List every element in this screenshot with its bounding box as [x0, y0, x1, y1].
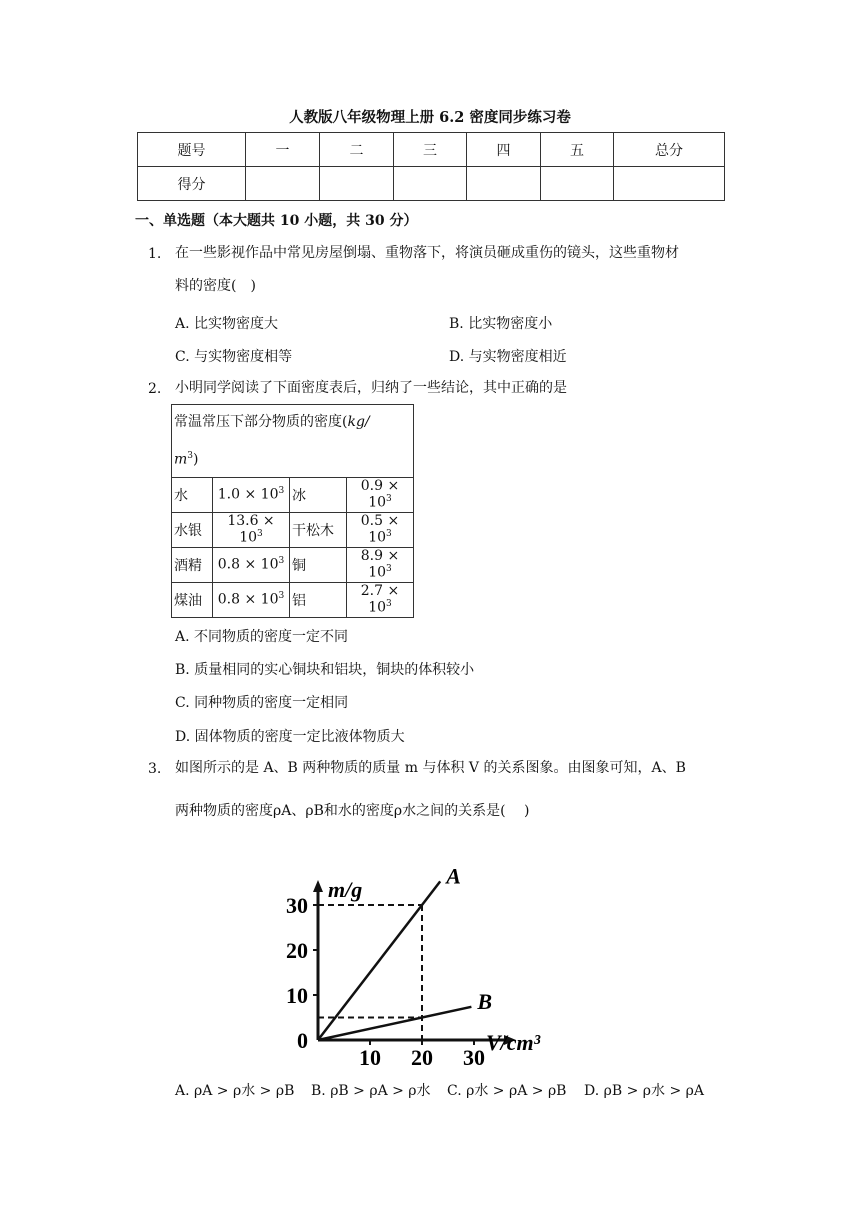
density-mantissa: 0.8 × 10	[217, 591, 279, 608]
score-cell[interactable]	[467, 167, 541, 201]
density-mantissa: 0.9 × 10	[360, 478, 400, 511]
substance-name: 水	[172, 477, 213, 512]
question-number: 3.	[148, 761, 162, 777]
option-d[interactable]: D. ρB > ρ水 > ρA	[584, 1083, 704, 1099]
x-tick-label: 20	[411, 1045, 433, 1070]
substance-name: 酒精	[172, 547, 213, 582]
series-label-a: A	[446, 863, 461, 889]
density-row	[172, 477, 414, 512]
y-axis-label: m/g	[328, 877, 363, 902]
score-table	[137, 132, 725, 201]
question-text: 两种物质的密度ρA、ρB和水的密度ρ水之间的关系是( )	[175, 803, 530, 819]
density-mantissa: 2.7 × 10	[360, 583, 400, 616]
density-row	[172, 512, 414, 547]
option-b[interactable]: B. 比实物密度小	[449, 316, 553, 332]
option-a[interactable]: A. 不同物质的密度一定不同	[175, 629, 349, 645]
density-mantissa: 1.0 × 10	[217, 486, 279, 503]
caption-unit: kg/	[347, 414, 370, 430]
score-cell[interactable]	[541, 167, 614, 201]
score-header-cell: 五	[541, 133, 614, 167]
option-b[interactable]: B. 质量相同的实心铜块和铝块，铜块的体积较小	[175, 662, 475, 678]
question-text: 小明同学阅读了下面密度表后，归纳了一些结论，其中正确的是	[175, 380, 567, 396]
density-value	[213, 582, 290, 617]
page-title: 人教版八年级物理上册 6.2 密度同步练习卷	[289, 109, 571, 126]
density-value	[347, 512, 414, 547]
density-exponent: 3	[257, 529, 263, 540]
score-header-cell: 总分	[614, 133, 725, 167]
score-cell[interactable]	[394, 167, 467, 201]
substance-name: 铜	[290, 547, 347, 582]
option-d[interactable]: D. 与实物密度相近	[449, 349, 567, 365]
x-axis-label: V/cm³	[486, 1030, 541, 1055]
score-header-cell: 一	[246, 133, 320, 167]
density-table	[171, 404, 414, 618]
density-mantissa: 13.6 × 10	[227, 513, 275, 546]
score-cell[interactable]	[614, 167, 725, 201]
caption-exponent: 3	[187, 451, 194, 461]
score-header-row	[138, 133, 725, 167]
density-mantissa: 8.9 × 10	[360, 548, 400, 581]
density-exponent: 3	[386, 529, 392, 540]
substance-name: 干松木	[290, 512, 347, 547]
y-tick-label: 10	[286, 983, 308, 1008]
option-c[interactable]: C. 与实物密度相等	[175, 349, 293, 365]
density-value	[213, 512, 290, 547]
score-row	[138, 167, 725, 201]
option-b[interactable]: B. ρB > ρA > ρ水	[311, 1083, 431, 1099]
x-tick-label: 10	[359, 1045, 381, 1070]
density-mantissa: 0.8 × 10	[217, 556, 279, 573]
score-header-cell: 二	[320, 133, 394, 167]
option-d[interactable]: D. 固体物质的密度一定比液体物质大	[175, 729, 405, 745]
density-row	[172, 547, 414, 582]
substance-name: 水银	[172, 512, 213, 547]
question-text: 料的密度( )	[175, 278, 256, 294]
density-caption: 常温常压下部分物质的密度(kg/ $m^3$)	[172, 405, 414, 478]
y-tick-label: 0	[297, 1028, 308, 1053]
x-tick-label: 30	[463, 1045, 485, 1070]
y-axis-arrow	[313, 880, 323, 892]
substance-name: 冰	[290, 477, 347, 512]
density-exponent: 3	[278, 591, 285, 602]
density-value	[347, 582, 414, 617]
question-number: 1.	[148, 246, 162, 262]
option-a[interactable]: A. 比实物密度大	[175, 316, 279, 332]
question-text: 如图所示的是 A、B 两种物质的质量 m 与体积 V 的关系图象。由图象可知，A、B	[175, 760, 686, 776]
caption-unit-m: m	[174, 451, 188, 468]
density-value	[347, 477, 414, 512]
option-c[interactable]: C. ρ水 > ρA > ρB	[447, 1083, 567, 1099]
question-number: 2.	[148, 381, 162, 397]
density-value	[347, 547, 414, 582]
density-mantissa: 0.5 × 10	[360, 513, 400, 546]
substance-name: 铝	[290, 582, 347, 617]
chart-group	[286, 863, 541, 1070]
density-row	[172, 582, 414, 617]
score-header-cell: 三	[394, 133, 467, 167]
score-row-label: 得分	[138, 167, 246, 201]
score-cell[interactable]	[320, 167, 394, 201]
y-tick-label: 20	[286, 938, 308, 963]
y-tick-label: 30	[286, 893, 308, 918]
option-c[interactable]: C. 同种物质的密度一定相同	[175, 695, 349, 711]
density-caption-row	[172, 405, 414, 478]
section-heading: 一、单选题（本大题共 10 小题，共 30 分）	[135, 213, 418, 229]
question-text: 在一些影视作品中常见房屋倒塌、重物落下，将演员砸成重伤的镜头，这些重物材	[175, 245, 679, 261]
density-exponent: 3	[278, 486, 285, 497]
density-exponent: 3	[386, 494, 392, 505]
density-exponent: 3	[278, 556, 285, 567]
caption-text: 常温常压下部分物质的密度(	[174, 414, 348, 430]
score-header-cell: 四	[467, 133, 541, 167]
density-value	[213, 477, 290, 512]
density-value	[213, 547, 290, 582]
option-a[interactable]: A. ρA > ρ水 > ρB	[175, 1083, 295, 1099]
series-label-b: B	[477, 988, 493, 1014]
density-exponent: 3	[386, 564, 392, 575]
score-cell[interactable]	[246, 167, 320, 201]
score-header-cell: 题号	[138, 133, 246, 167]
density-exponent: 3	[386, 599, 392, 610]
mass-volume-graph	[270, 845, 590, 1075]
substance-name: 煤油	[172, 582, 213, 617]
